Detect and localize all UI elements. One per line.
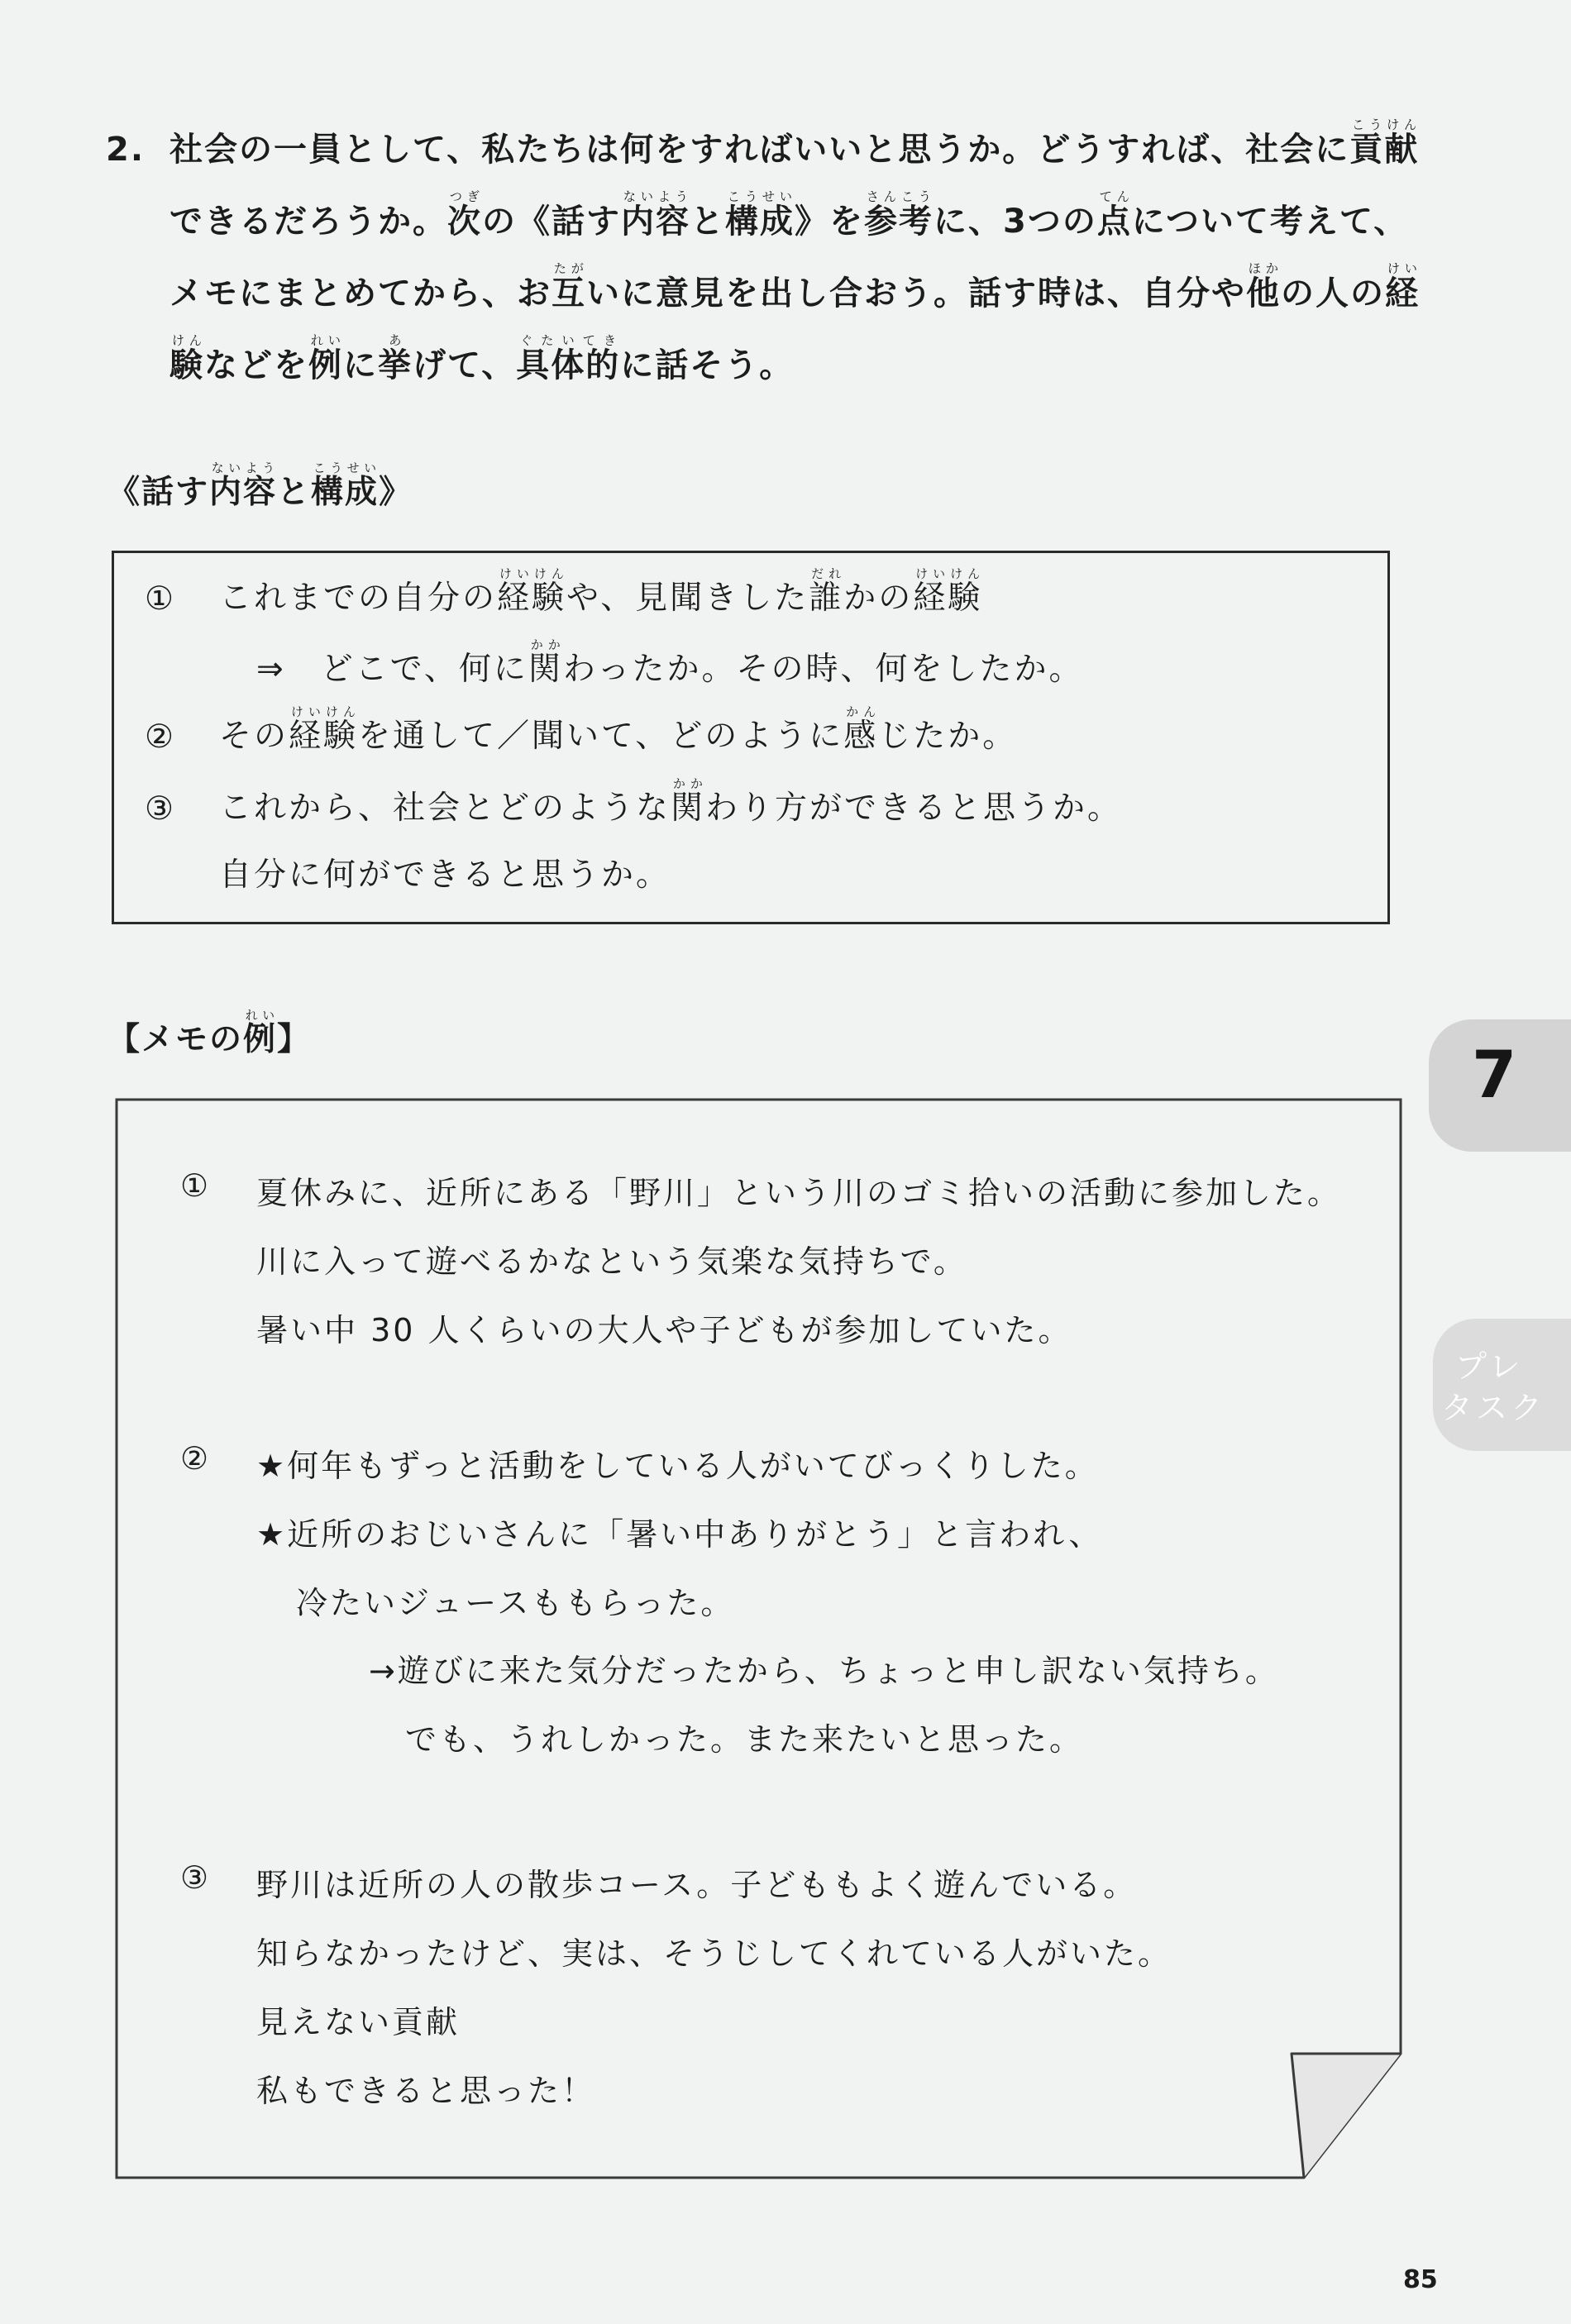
structure-item-3-sub: 自分に何ができると思うか。 [219,857,671,894]
memo-mark-2: ② [180,1440,212,1477]
page-number: 85 [1403,2265,1438,2294]
memo-mark-3: ③ [180,1859,212,1896]
memo-line-12: 私もできると思った！ [256,2073,596,2109]
structure-item-2-mark: ② [145,718,176,756]
structure-item-2: その経験けいけんを通して／聞いて、どのように感かんじたか。 [219,705,1018,755]
question-line-2: できるだろうか。次つぎの《話す内容ないようと構成こうせい》を参考さんこうに、3つの点てんについて考えて、 [170,189,1409,241]
memo-line-3: 暑い中 30 人くらいの大人や子どもが参加していた。 [256,1312,1072,1348]
structure-item-1-sub: ⇒ どこで、何に関かかわったか。その時、何をしたか。 [256,638,1084,688]
memo-line-7: →遊びに来た気分だったから、ちょっと申し訳ない気持ち。 [369,1653,1279,1689]
memo-line-5: ★近所のおじいさんに「暑い中ありがとう」と言われ、 [256,1516,1103,1553]
question-line-4: 験けんなどを例れいに挙あげて、具体的ぐたいてきに話そう。 [170,333,795,384]
structure-item-1: これまでの自分の経験けいけんや、見聞きした誰だれかの経験けいけん [219,567,983,617]
memo-title: 【メモの例れい】 [107,1009,312,1058]
memo-line-1: 夏休みに、近所にある「野川」という川のゴミ拾いの活動に参加した。 [256,1175,1342,1211]
structure-item-3-mark: ③ [145,790,176,828]
pretask-label-1: プレ [1455,1348,1524,1385]
pretask-label-2: タスク [1441,1390,1546,1426]
section-title: 《話す内容ないようと構成こうせい》 [107,461,413,511]
memo-line-11: 見えない貢献 [256,2004,461,2040]
question-line-1: 社会の一員として、私たちは何をすればいいと思うか。どうすれば、社会に貢献こうけん [170,117,1420,169]
memo-line-4: ★何年もずっと活動をしている人がいてびっくりした。 [256,1448,1099,1484]
question-line-3: メモにまとめてから、お互たがいに意見を出し合おう。話す時は、自分や他ほかの人の経けい [170,261,1420,313]
chapter-number: 7 [1472,1038,1517,1113]
memo-line-6: 冷たいジュースももらった。 [296,1585,735,1621]
question-number: 2. [106,131,146,169]
structure-item-1-mark: ① [145,580,176,618]
structure-item-3: これから、社会とどのような関かかわり方ができると思うか。 [219,777,1123,827]
memo-line-10: 知らなかったけど、実は、そうじしてくれている人がいた。 [256,1935,1172,1972]
memo-line-8: でも、うれしかった。また来たいと思った。 [405,1721,1084,1758]
memo-line-9: 野川は近所の人の散歩コース。子どももよく遊んでいる。 [256,1867,1138,1903]
memo-mark-1: ① [180,1167,212,1204]
memo-line-2: 川に入って遊べるかなという気楽な気持ちで。 [256,1243,967,1280]
